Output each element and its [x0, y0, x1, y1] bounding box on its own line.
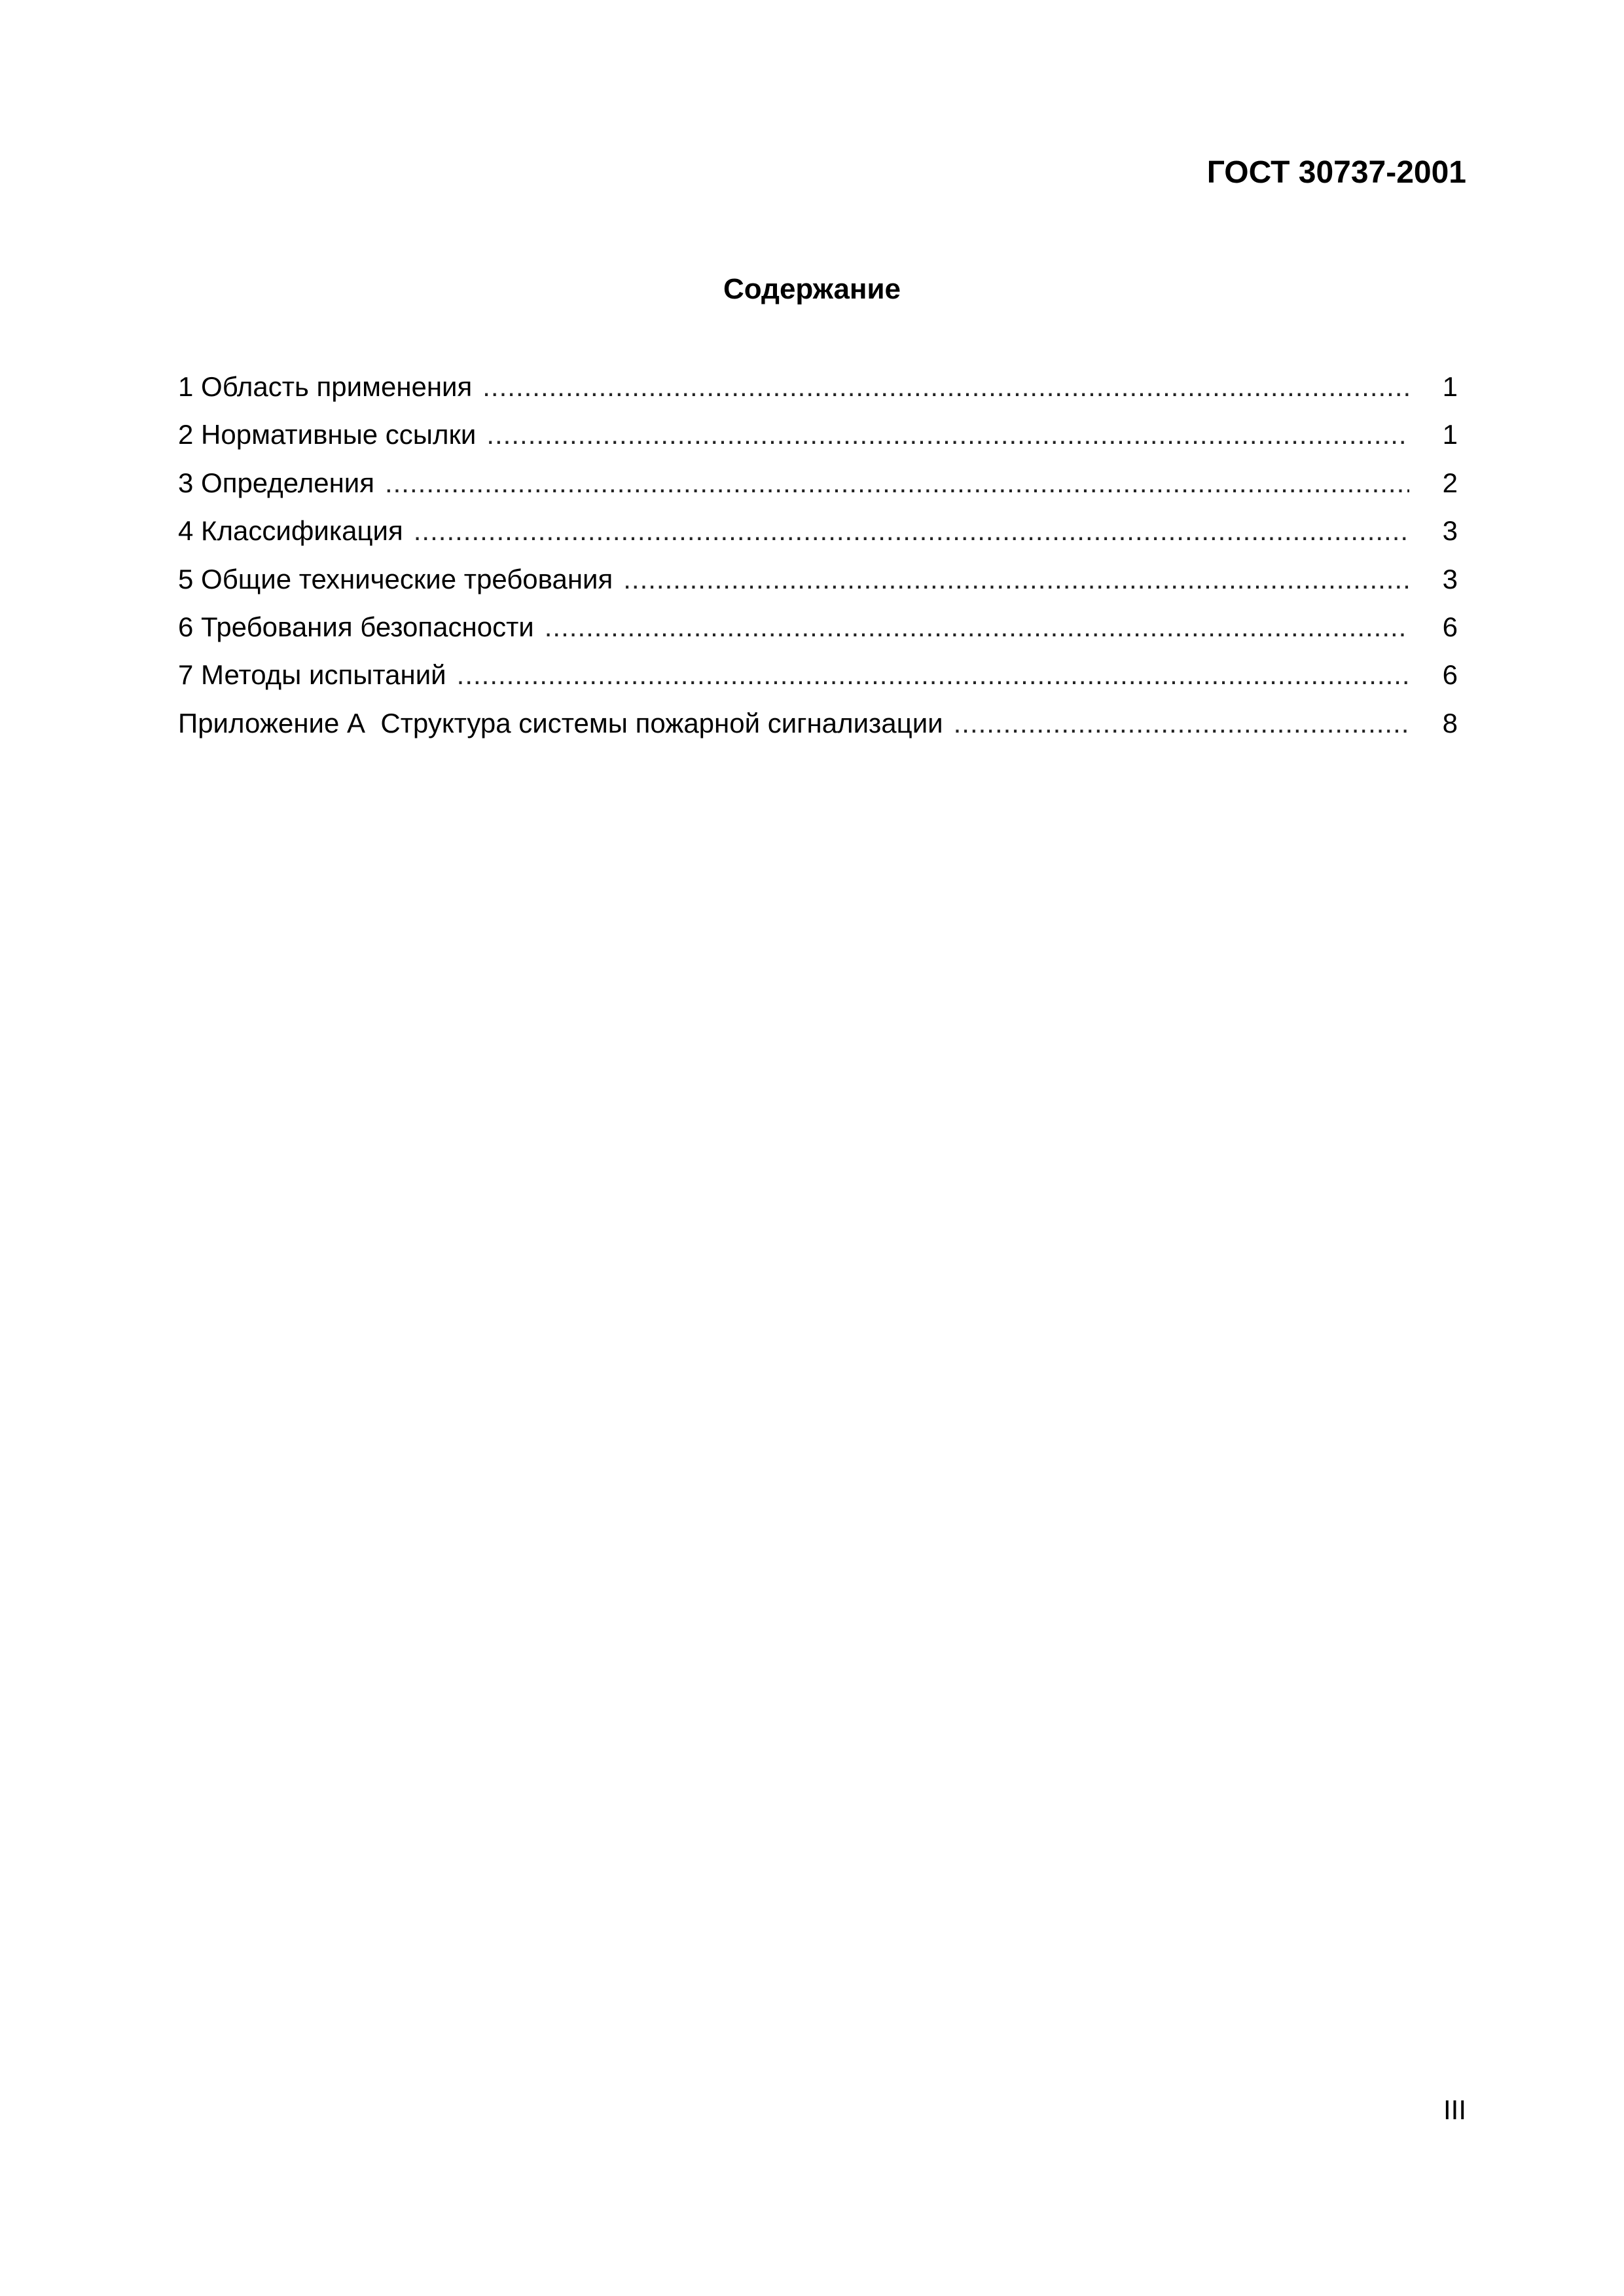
toc-entry-general-requirements[interactable]	[178, 562, 1458, 610]
page-number: III	[1443, 2094, 1466, 2125]
dot-leader	[385, 465, 1409, 501]
toc-entry-classification[interactable]	[178, 513, 1458, 561]
dot-leader	[486, 417, 1409, 452]
toc-entry-label: 3 Определения	[178, 467, 374, 498]
toc-entry-normative-references[interactable]	[178, 417, 1458, 465]
toc-entry-label: 7 Методы испытаний	[178, 659, 446, 691]
toc-entry-definitions[interactable]	[178, 465, 1458, 513]
dot-leader	[482, 369, 1409, 405]
toc-entry-page: 1	[1442, 419, 1458, 450]
dot-leader	[457, 657, 1409, 693]
toc-entry-label: 1 Область применения	[178, 371, 473, 402]
toc-entry-appendix-a[interactable]	[178, 706, 1458, 754]
toc-entry-scope[interactable]	[178, 369, 1458, 417]
toc-entry-label: 6 Требования безопасности	[178, 611, 534, 642]
dot-leader	[623, 562, 1409, 597]
toc-entry-label: 4 Классификация	[178, 515, 403, 547]
toc-entry-page: 6	[1442, 611, 1458, 642]
toc-entry-page: 1	[1442, 371, 1458, 402]
toc-entry-page: 3	[1442, 563, 1458, 594]
toc-entry-test-methods[interactable]	[178, 657, 1458, 705]
table-of-contents	[178, 369, 1458, 754]
dot-leader	[545, 610, 1409, 645]
toc-entry-label: 5 Общие технические требования	[178, 563, 613, 594]
document-code: ГОСТ 30737-2001	[1206, 155, 1466, 190]
toc-entry-page: 2	[1442, 467, 1458, 498]
toc-title: Содержание	[723, 273, 901, 305]
toc-entry-page: 6	[1442, 659, 1458, 691]
toc-entry-page: 3	[1442, 515, 1458, 547]
toc-entry-label: Приложение А Структура системы пожарной сигнализации	[178, 707, 943, 738]
dot-leader	[954, 706, 1409, 741]
dot-leader	[414, 513, 1409, 549]
toc-entry-label: 2 Нормативные ссылки	[178, 419, 477, 450]
toc-entry-page: 8	[1442, 707, 1458, 738]
toc-entry-safety-requirements[interactable]	[178, 610, 1458, 657]
